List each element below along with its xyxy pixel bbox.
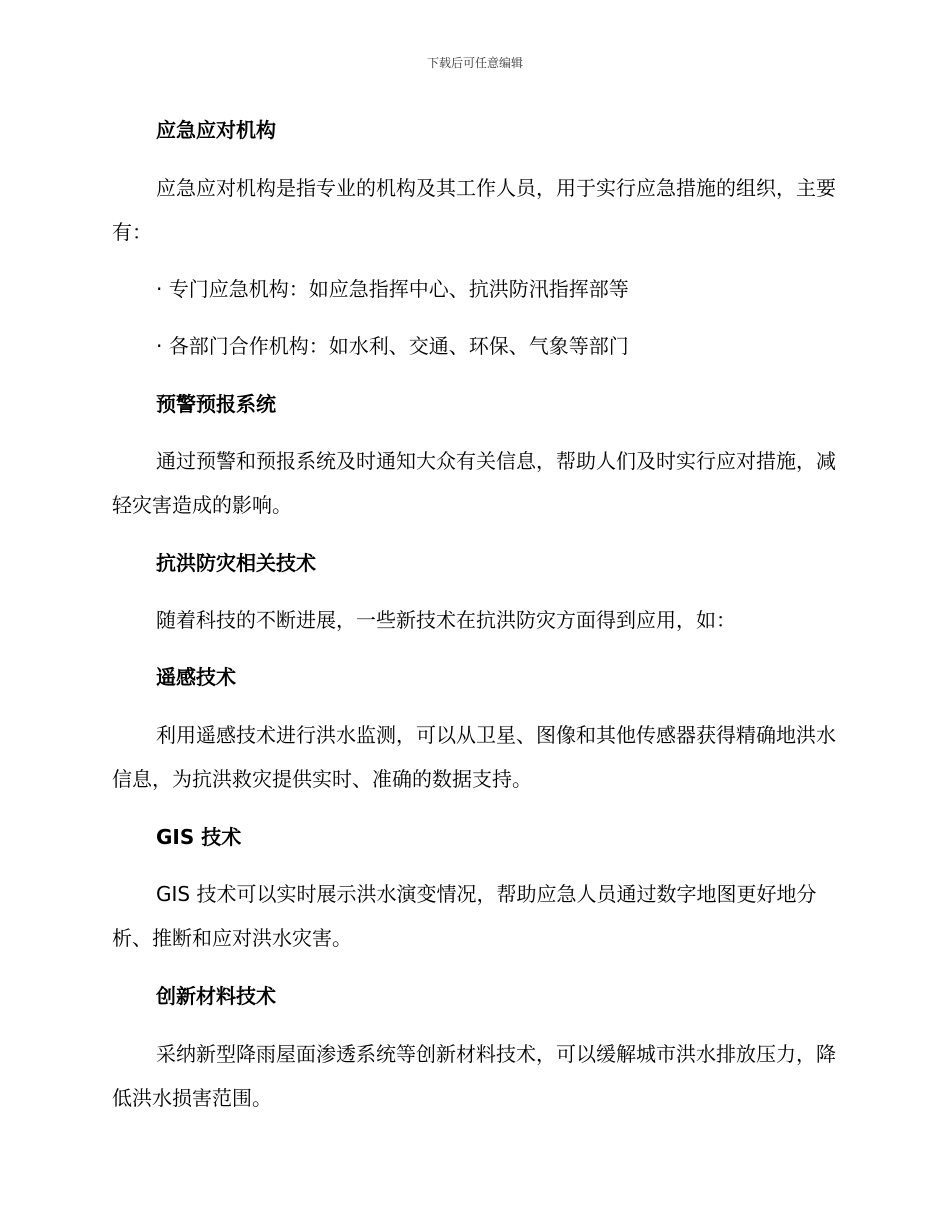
- section-paragraph-new-materials: 采纳新型降雨屋面渗透系统等创新材料技术，可以缓解城市洪水排放压力，降低洪水损害范围。: [112, 1042, 836, 1110]
- section-paragraph-flood-tech: 随着科技的不断进展，一些新技术在抗洪防灾方面得到应用，如：: [156, 608, 736, 632]
- section-heading-emergency-agencies: 应急应对机构: [156, 118, 276, 142]
- section-heading-remote-sensing: 遥感技术: [156, 665, 236, 689]
- bullet-item: · 专门应急机构：如应急指挥中心、抗洪防汛指挥部等: [156, 277, 629, 301]
- section-heading-new-materials: 创新材料技术: [156, 984, 276, 1008]
- section-paragraph-gis: GIS 技术可以实时展示洪水演变情况，帮助应急人员通过数字地图更好地分析、推断和应对洪水灾害。: [112, 882, 817, 950]
- section-paragraph-emergency-agencies: 应急应对机构是指专业的机构及其工作人员，用于实行应急措施的组织，主要有：: [112, 176, 836, 244]
- section-paragraph-warning-system: 通过预警和预报系统及时通知大众有关信息，帮助人们及时实行应对措施，减轻灾害造成的影响。: [112, 449, 836, 517]
- section-heading-flood-tech: 抗洪防灾相关技术: [156, 551, 316, 575]
- page-header: 下载后可任意编辑: [426, 56, 523, 70]
- bullet-item: · 各部门合作机构：如水利、交通、环保、气象等部门: [156, 334, 629, 358]
- section-heading-warning-system: 预警预报系统: [156, 392, 276, 416]
- section-heading-gis: GIS 技术: [156, 825, 242, 849]
- section-paragraph-remote-sensing: 利用遥感技术进行洪水监测，可以从卫星、图像和其他传感器获得精确地洪水信息，为抗洪救灾提供实时、准确的数据支持。: [112, 723, 836, 791]
